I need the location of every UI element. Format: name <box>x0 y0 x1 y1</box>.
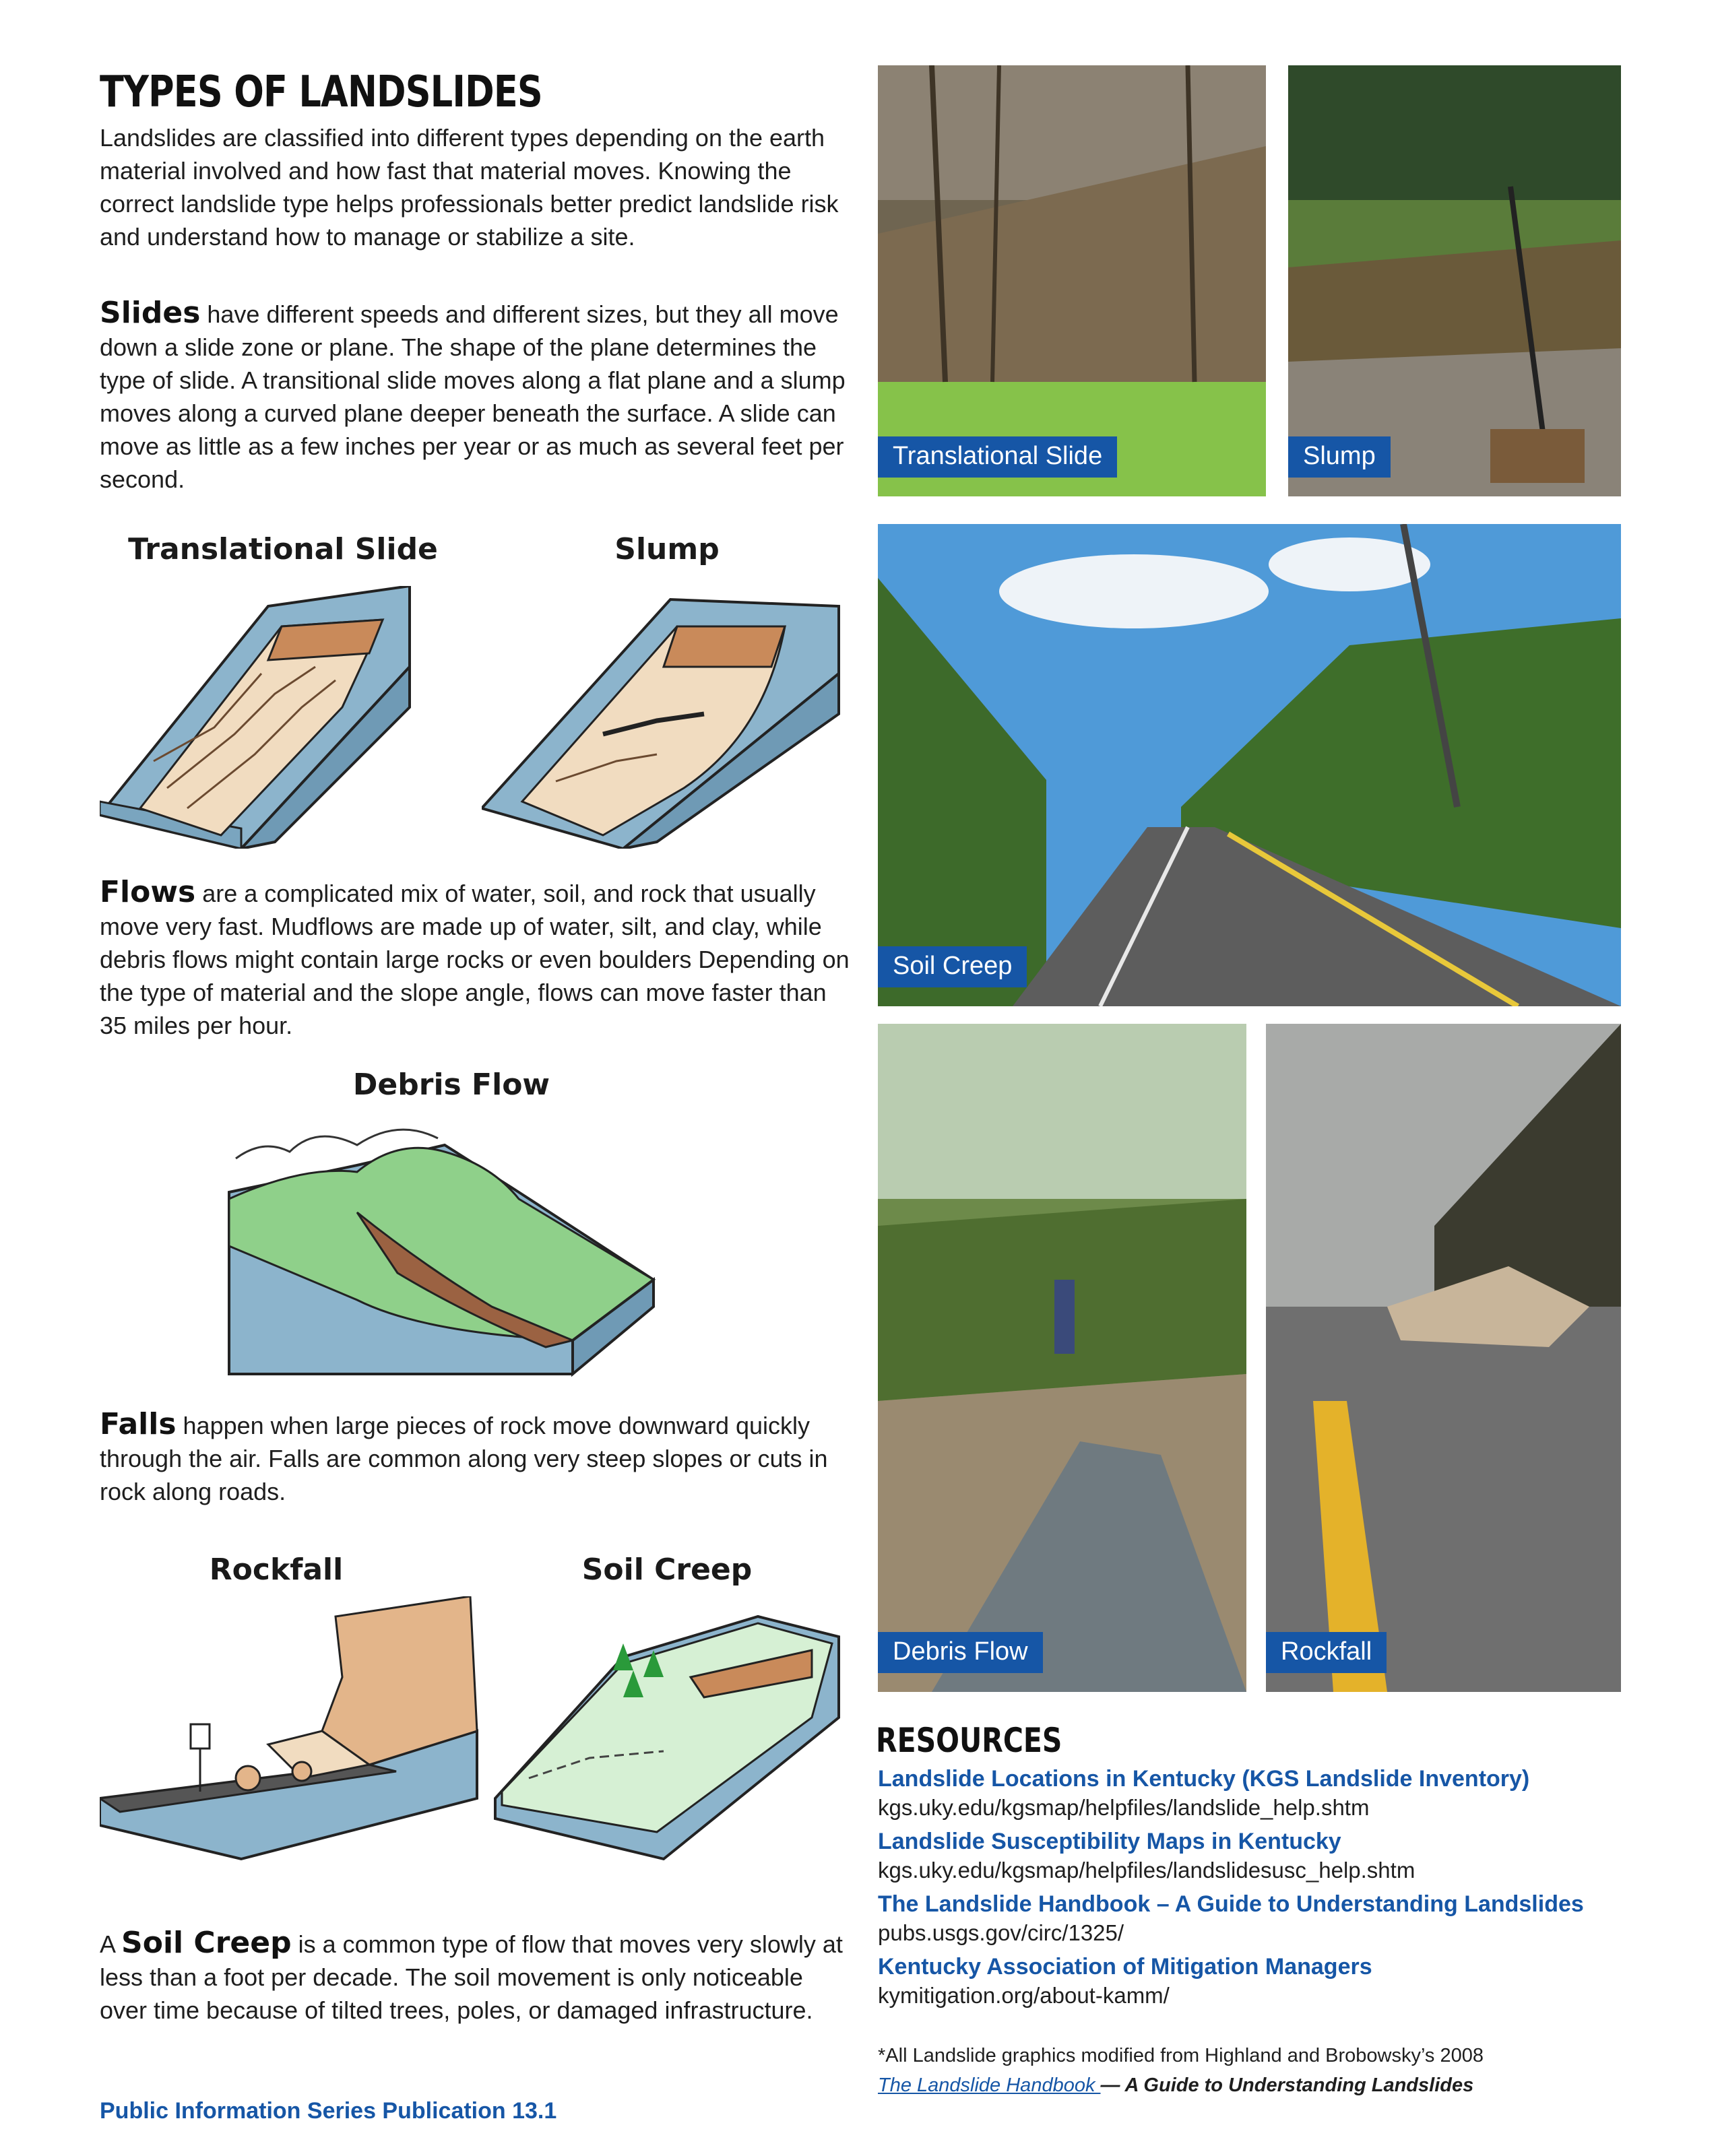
resource-title-3[interactable]: The Landslide Handbook – A Guide to Understanding Landslides <box>878 1891 1584 1917</box>
footnote-rest: — A Guide to Understanding Landslides <box>1100 2075 1474 2096</box>
photo-translational-image <box>878 65 1266 496</box>
intro-paragraph: Landslides are classified into different types depending on the earth material involved and how fast that material moves. Knowing the correct landslide type helps professionals better predict landslide risk and understand how to manage or stabilize a site. <box>100 124 839 251</box>
photo-caption-slump: Slump <box>1288 436 1391 478</box>
photo-slump-image <box>1288 65 1621 496</box>
diagram-label-rockfall: Rockfall <box>209 1553 344 1587</box>
slides-text: have different speeds and different sizes, but they all move down a slide zone or plane. The shape of the plane determines the type of slide. A transitional slide moves along a flat plane and a slump moves along a curved plane deeper beneath the surface. A slide can move as little as a few inches per year or as much as several feet per second. <box>100 300 846 493</box>
flows-text: are a complicated mix of water, soil, and rock that usually move very fast. Mudflows are made up of water, silt, and clay, while debris flows might contain large rocks or even boulders Depending on the type of material and the slope angle, flows can move faster than 35 miles per hour. <box>100 880 850 1039</box>
falls-paragraph <box>100 1408 854 1508</box>
diagram-label-soil-creep: Soil Creep <box>581 1553 753 1587</box>
photo-debris-flow <box>878 1024 1246 1692</box>
resource-url-4[interactable]: kymitigation.org/about-kamm/ <box>878 1983 1170 2008</box>
soil-creep-diagram <box>488 1596 846 1866</box>
translational-slide-diagram <box>100 586 477 849</box>
footnote-line1: *All Landslide graphics modified from Highland and Brobowsky’s 2008 <box>878 2045 1484 2066</box>
falls-term: Falls <box>100 1407 177 1441</box>
slump-diagram <box>482 586 846 849</box>
photo-caption-debris: Debris Flow <box>878 1632 1043 1673</box>
photo-debris-image <box>878 1024 1246 1692</box>
publication-footer: Public Information Series Publication 13.1 <box>100 2098 557 2124</box>
photo-translational-slide <box>878 65 1266 496</box>
debris-flow-diagram <box>222 1111 667 1394</box>
soil-creep-paragraph <box>100 1926 854 2027</box>
photo-soil-creep <box>878 524 1621 1006</box>
slides-term: Slides <box>100 296 201 330</box>
diagram-label-translational: Translational Slide <box>128 532 438 566</box>
resources-heading: RESOURCES <box>876 1721 1062 1760</box>
soil-creep-prefix: A <box>100 1930 122 1958</box>
resource-url-2[interactable]: kgs.uky.edu/kgsmap/helpfiles/landslidesusc_help.shtm <box>878 1858 1415 1883</box>
soil-creep-text: is a common type of flow that moves very slowly at less than a foot per decade. The soil movement is only noticeable over time because of tilted trees, poles, or damaged infrastructure. <box>100 1930 843 2024</box>
diagram-label-debris: Debris Flow <box>352 1068 550 1102</box>
rockfall-diagram <box>100 1596 490 1866</box>
photo-soil-creep-image <box>878 524 1621 1006</box>
resource-url-1[interactable]: kgs.uky.edu/kgsmap/helpfiles/landslide_help.shtm <box>878 1795 1370 1820</box>
photo-rockfall-image <box>1266 1024 1621 1692</box>
photo-caption-translational: Translational Slide <box>878 436 1117 478</box>
flows-term: Flows <box>100 875 196 909</box>
page-title: TYPES OF LANDSLIDES <box>100 67 542 117</box>
soil-creep-term: Soil Creep <box>121 1926 292 1960</box>
resource-title-2[interactable]: Landslide Susceptibility Maps in Kentucky <box>878 1829 1341 1854</box>
footnote-link[interactable]: The Landslide Handbook <box>878 2075 1101 2096</box>
diagram-label-slump: Slump <box>614 532 720 566</box>
flows-paragraph <box>100 876 854 1042</box>
resource-url-3[interactable]: pubs.usgs.gov/circ/1325/ <box>878 1920 1124 1945</box>
falls-text: happen when large pieces of rock move downward quickly through the air. Falls are common along very steep slopes or cuts in rock along roads. <box>100 1412 828 1505</box>
footnote <box>878 2041 1484 2100</box>
photo-caption-rockfall: Rockfall <box>1266 1632 1387 1673</box>
resource-title-1[interactable]: Landslide Locations in Kentucky (KGS Landslide Inventory) <box>878 1766 1530 1792</box>
photo-caption-soil-creep: Soil Creep <box>878 946 1027 987</box>
slides-paragraph <box>100 296 854 496</box>
photo-rockfall <box>1266 1024 1621 1692</box>
photo-slump <box>1288 65 1621 496</box>
resource-title-4[interactable]: Kentucky Association of Mitigation Managers <box>878 1954 1372 1980</box>
